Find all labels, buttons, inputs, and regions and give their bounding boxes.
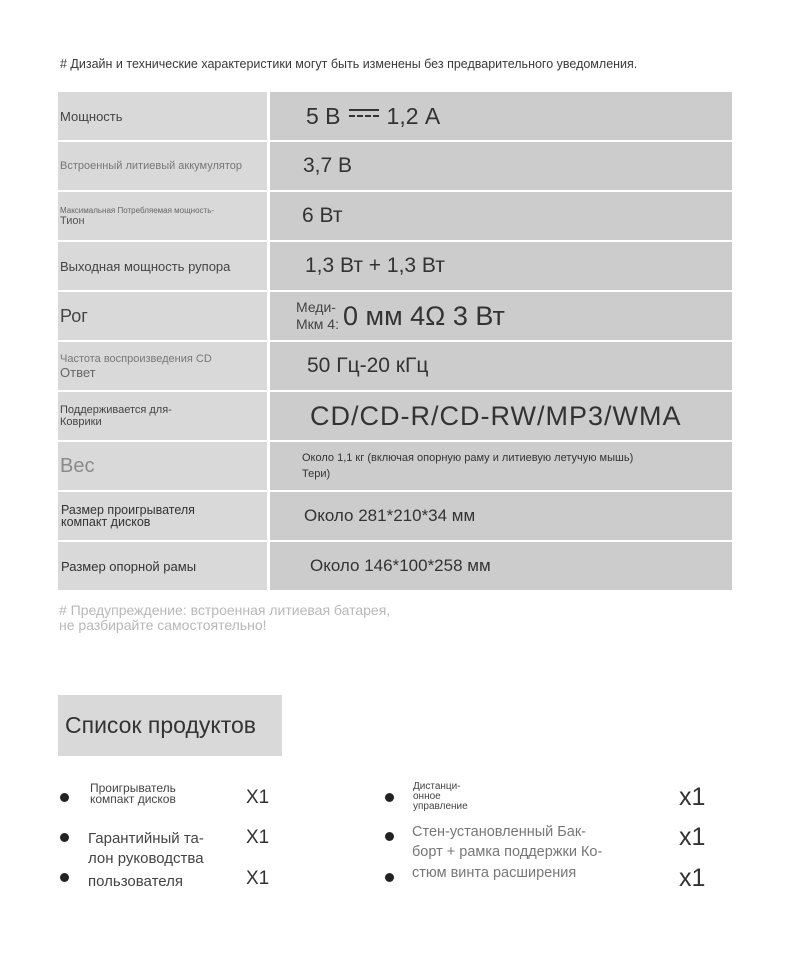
bullet-icon [385, 832, 394, 841]
dc-symbol-icon [349, 107, 379, 121]
bullet-icon [385, 793, 394, 802]
spec-label [58, 192, 267, 240]
product-item-name [90, 783, 176, 805]
spec-label-text: Мощность [60, 108, 123, 124]
warning-line-1: # Предупреждение: встроенная литиевая батарея, [59, 602, 391, 618]
spec-value [270, 142, 732, 190]
spec-value [270, 492, 732, 540]
spec-label-text: Выходная мощность рупора [60, 258, 231, 274]
spec-value-text: 6 Вт [302, 204, 343, 227]
spec-value [270, 92, 732, 140]
spec-label-text: Рог [60, 305, 88, 326]
product-name-line: управление [413, 801, 468, 812]
spec-value [270, 442, 732, 490]
spec-value-text: 1,3 Вт + 1,3 Вт [305, 254, 445, 277]
spec-label-text: Тион [60, 214, 85, 227]
bullet-icon [60, 793, 69, 802]
product-name-line: Стен-установленный Бак- [412, 824, 587, 840]
spec-label [58, 442, 267, 490]
spec-value [270, 542, 732, 590]
spec-value-line-1: Около 1,1 кг (включая опорную раму и литиевую летучую мышь) [302, 452, 634, 464]
product-qty: X1 [246, 827, 270, 848]
spec-value-small [296, 299, 339, 333]
spec-label-small: Максимальная Потребляемая мощность- [60, 205, 215, 215]
spec-label-line-1: Поддерживается для- [60, 404, 172, 416]
spec-row-weight [58, 442, 732, 492]
product-item-name [412, 822, 602, 862]
spec-label [58, 342, 267, 390]
warning-text [59, 603, 390, 633]
spec-label [58, 142, 267, 190]
spec-value-current: 1,2 А [386, 102, 441, 129]
spec-row-player-size [58, 492, 732, 542]
spec-value [270, 242, 732, 290]
product-name-line: пользователя [88, 873, 183, 890]
spec-label-text: Размер опорной рамы [61, 558, 197, 574]
spec-row-max-power [58, 192, 732, 242]
horn-small-line-2: Мкм 4: [296, 316, 339, 332]
product-name-line: Проигрыватель [90, 781, 176, 795]
horn-small-line-1: Меди- [296, 299, 336, 315]
spec-label-line-1: Частота воспроизведения CD [60, 352, 212, 365]
spec-label [58, 242, 267, 290]
spec-value-text: 3,7 В [303, 154, 353, 177]
spec-table [58, 92, 732, 592]
spec-row-horn [58, 292, 732, 342]
product-qty: X1 [246, 787, 270, 808]
spec-value [270, 392, 732, 440]
spec-value-voltage: 5 В [306, 102, 341, 129]
spec-label [58, 392, 267, 440]
spec-value [270, 192, 732, 240]
spec-value-text: 0 мм 4Ω 3 Вт [342, 300, 505, 331]
spec-value [270, 292, 732, 340]
spec-row-frequency [58, 342, 732, 392]
spec-label-line-2: Коврики [60, 416, 102, 428]
spec-row-power [58, 92, 732, 142]
product-list-title: Список продуктов [58, 695, 282, 756]
spec-row-stand-size [58, 542, 732, 592]
bullet-icon [60, 833, 69, 842]
product-qty: x1 [679, 783, 706, 811]
warning-line-2: не разбирайте самостоятельно! [59, 617, 267, 633]
product-item-name [88, 829, 204, 869]
spec-label-line-2: Ответ [60, 364, 96, 380]
spec-row-horn-output [58, 242, 732, 292]
spec-value-line-2: Тери) [302, 468, 331, 480]
product-name-line: Гарантийный та- [88, 830, 204, 847]
spec-label [58, 92, 267, 140]
product-item-name [88, 872, 183, 892]
product-qty: x1 [679, 823, 706, 851]
spec-label-text: Вес [60, 454, 95, 477]
product-name-line: компакт дисков [90, 792, 176, 806]
bullet-icon [385, 873, 394, 882]
spec-label-text: Встроенный литиевый аккумулятор [60, 160, 243, 172]
product-name-line: борт + рамка поддержки Ко- [412, 844, 603, 860]
spec-value-text: 50 Гц-20 кГц [307, 354, 429, 377]
spec-value-text: CD/CD-R/CD-RW/MP3/WMA [310, 400, 682, 431]
spec-value-text: Около 281*210*34 мм [304, 506, 476, 525]
spec-value [270, 342, 732, 390]
product-qty: x1 [679, 864, 706, 892]
product-name-line: онное [413, 791, 441, 802]
product-name-line: стюм винта расширения [412, 865, 577, 881]
spec-label [58, 542, 267, 590]
product-qty: X1 [246, 868, 270, 889]
spec-label [58, 292, 267, 340]
product-name-line: Дистанци- [413, 781, 461, 792]
spec-label [58, 492, 267, 540]
notice-top: # Дизайн и технические характеристики могут быть изменены без предварительного уведомления. [60, 57, 638, 71]
spec-label-line-2: компакт дисков [61, 515, 151, 529]
bullet-icon [60, 873, 69, 882]
spec-row-supported [58, 392, 732, 442]
product-item-name [412, 863, 576, 883]
spec-row-battery [58, 142, 732, 192]
product-name-line: лон руководства [88, 850, 204, 867]
product-item-name [413, 782, 468, 812]
spec-value-text: Около 146*100*258 мм [310, 556, 491, 575]
spec-label-line-1: Размер проигрывателя [61, 503, 195, 517]
